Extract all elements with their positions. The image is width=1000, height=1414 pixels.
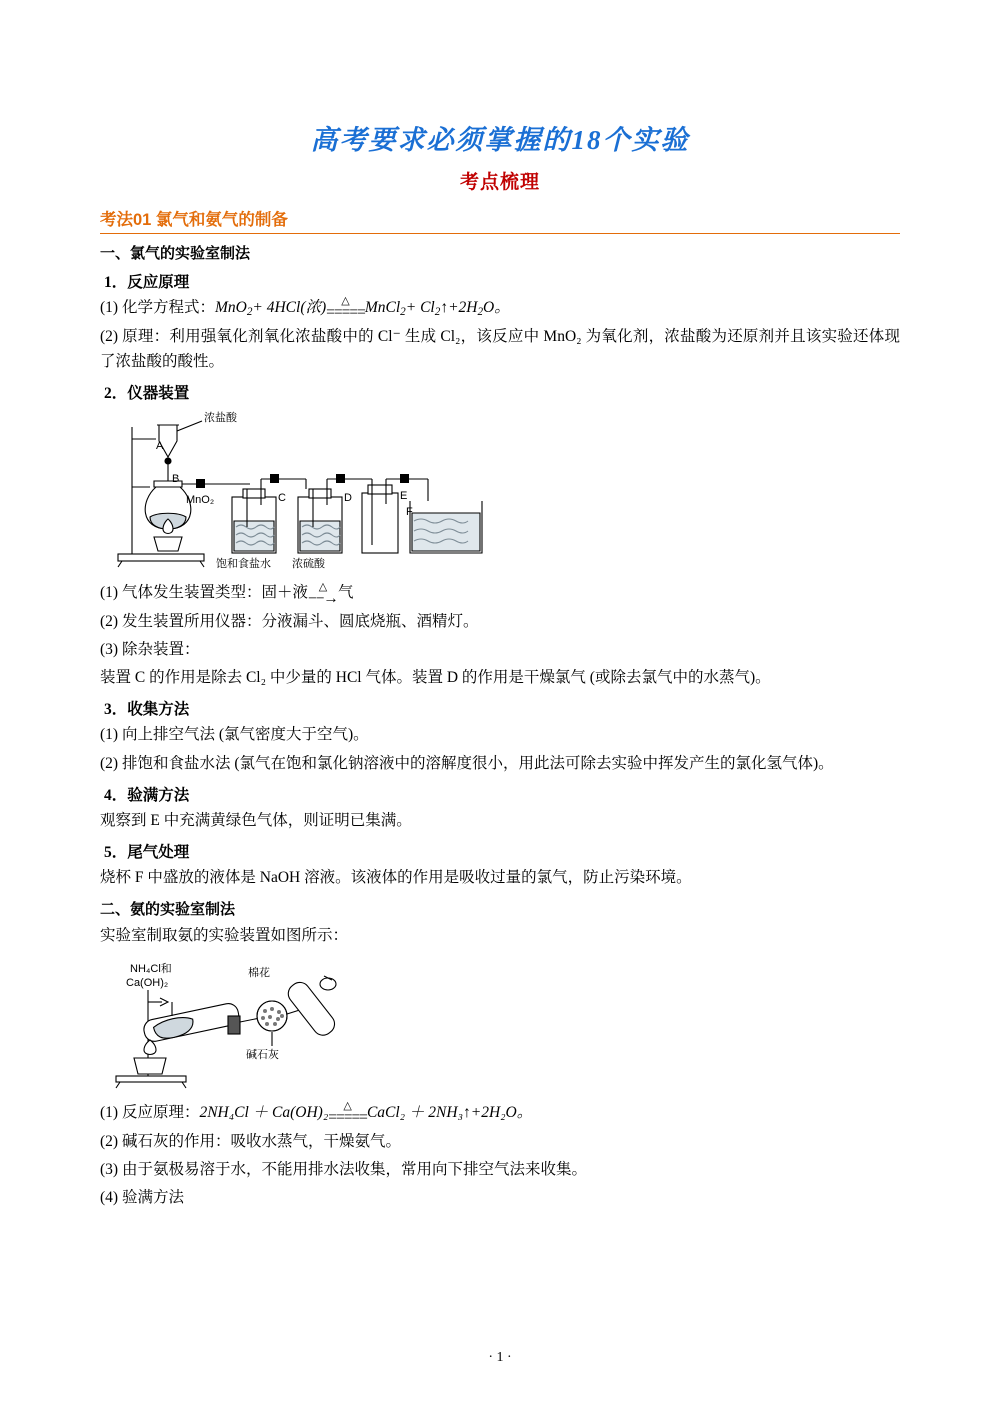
chlorine-apparatus-diagram — [110, 409, 530, 574]
paragraph-purification-detail: 装置 C 的作用是除去 Cl₂ 中少量的 HCl 气体。装置 D 的作用是干燥氯气 (或除去氯气中的水蒸气)。 — [100, 669, 771, 687]
paragraph-ammonia-intro: 实验室制取氨的实验装置如图所示： — [100, 926, 349, 944]
equation-left-sub: 2 — [246, 306, 253, 319]
figure-chlorine-apparatus — [100, 409, 900, 574]
condition-delta-3: △ — [343, 1100, 352, 1113]
heating-arrow — [308, 582, 338, 607]
ammonia-equation-bars: ===== — [328, 1109, 367, 1127]
paragraph-tail-gas: 烧杯 F 中盛放的液体是 NaOH 溶液。该液体的作用是吸收过量的氯气，防止污染环境。 — [100, 868, 692, 886]
reaction-condition-arrow — [326, 296, 365, 321]
paragraph-generator-instruments: (2) 发生装置所用仪器：分液漏斗、圆底烧瓶、酒精灯。 — [100, 613, 479, 631]
ammonia-condition-arrow — [328, 1101, 367, 1126]
paragraph-principle-explain: (2) 原理：利用强氧化剂氧化浓盐酸中的 Cl⁻ 生成 Cl₂，该反应中 MnO₂ 为氧化剂，浓盐酸为还原剂并且该实验还体现了浓盐酸的酸性。 — [100, 328, 900, 371]
label-A: A — [156, 440, 164, 453]
figure-ammonia-apparatus — [100, 954, 900, 1094]
label-F: F — [406, 506, 413, 519]
label-caoh2: Ca(OH)₂ — [126, 976, 169, 989]
equation-tail-sub: 2 — [477, 306, 484, 319]
heading-apparatus: 2．仪器装置 — [104, 385, 190, 403]
equation-right2: + Cl — [405, 299, 435, 316]
paragraph-collection-2: (2) 排饱和食盐水法 (氯气在饱和氯化钠溶液中的溶解度很小，用此法可除去实验中挥发产生的氯化氢气体)。 — [100, 754, 834, 772]
equation-right2-sub: 2 — [434, 306, 441, 319]
ammonia-apparatus-diagram — [110, 954, 410, 1094]
equation-right-sub: 2 — [400, 306, 406, 319]
label-C: C — [278, 492, 286, 505]
paragraph-full-test-ammonia: (4) 验满方法 — [100, 1188, 184, 1206]
equation-prefix: (1) 化学方程式： — [100, 299, 215, 316]
equation-end: O。 — [483, 299, 510, 316]
page-title: 高考要求必须掌握的18个实验 — [310, 125, 690, 155]
generator-type-suffix: 气 — [337, 584, 354, 602]
equation-left: MnO — [214, 299, 247, 316]
generator-type-prefix: (1) 气体发生装置类型：固＋液 — [100, 584, 308, 602]
equation-bars: ===== — [326, 304, 365, 322]
paragraph-full-test: 观察到 E 中充满黄绿色气体，则证明已集满。 — [100, 811, 412, 829]
paragraph-generator-type — [100, 580, 900, 606]
paragraph-purification-title: (3) 除杂装置： — [100, 641, 200, 659]
paragraph-collection-1: (1) 向上排空气法 (氯气密度大于空气)。 — [100, 726, 369, 744]
heading-tail-gas: 5．尾气处理 — [104, 843, 190, 861]
label-saturated-salt-water: 饱和食盐水 — [216, 558, 271, 571]
label-concentrated-hcl: 浓盐酸 — [204, 412, 237, 425]
section-heading-kaofa01: 考法01 氯气和氨气的制备 — [100, 206, 900, 234]
paragraph-ammonia-equation — [100, 1100, 900, 1126]
arrow-glyph: −−→ — [307, 589, 338, 607]
ammonia-equation-left: 2NH₄Cl ＋ Ca(OH)₂ — [199, 1103, 329, 1121]
label-E: E — [400, 490, 408, 503]
label-concentrated-h2so4: 浓硫酸 — [292, 558, 325, 571]
label-mno2: MnO₂ — [186, 494, 215, 507]
label-cotton: 棉花 — [248, 966, 270, 979]
equation-tail: ↑+2H — [440, 299, 478, 316]
label-B: B — [172, 473, 180, 486]
label-nh4cl: NH₄Cl和 — [130, 962, 172, 975]
paragraph-collection-ammonia: (3) 由于氨极易溶于水，不能用排水法收集，常用向下排空气法来收集。 — [100, 1160, 587, 1178]
equation-mid: + 4HCl(浓) — [252, 299, 327, 316]
heading-reaction-principle: 1．反应原理 — [104, 274, 190, 291]
ammonia-equation-right: CaCl₂ ＋ 2NH₃↑+2H₂O。 — [366, 1103, 533, 1121]
heading-collection-method: 3．收集方法 — [104, 701, 190, 719]
ammonia-equation-prefix: (1) 反应原理： — [100, 1103, 200, 1121]
label-soda-lime: 碱石灰 — [246, 1048, 279, 1061]
equation-right: MnCl — [364, 299, 401, 316]
paragraph-chemical-equation — [100, 295, 900, 321]
subsection-heading-one: 一、氯气的实验室制法 — [100, 245, 251, 262]
label-D: D — [344, 492, 352, 505]
condition-delta: △ — [341, 295, 350, 308]
paragraph-soda-lime-role: (2) 碱石灰的作用：吸收水蒸气，干燥氨气。 — [100, 1132, 401, 1150]
subsection-heading-two: 二、氨的实验室制法 — [100, 900, 236, 918]
heading-full-test: 4．验满方法 — [104, 786, 190, 804]
page-subtitle: 考点梳理 — [459, 172, 540, 193]
condition-delta-2: △ — [318, 580, 328, 593]
page-number: · 1 · — [488, 1350, 512, 1365]
